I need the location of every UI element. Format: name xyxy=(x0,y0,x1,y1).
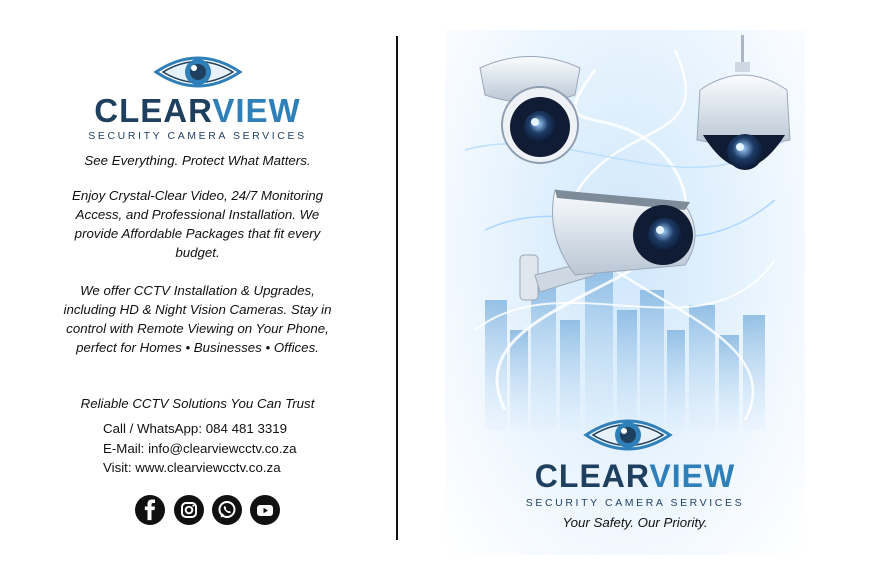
brand-name-view: VIEW xyxy=(649,458,736,494)
social-icons xyxy=(135,495,285,527)
reliable-tagline: Reliable CCTV Solutions You Can Trust xyxy=(80,396,315,411)
dome-camera xyxy=(480,57,580,164)
slogan: See Everything. Protect What Matters. xyxy=(84,153,311,168)
priority-slogan: Your Safety. Our Priority. xyxy=(562,515,708,530)
flyer-right-panel xyxy=(400,0,870,576)
brand-name-view: VIEW xyxy=(212,92,301,129)
brand-name xyxy=(0,92,395,130)
ptz-camera xyxy=(697,35,790,170)
brand-name-right xyxy=(400,458,870,495)
email-line[interactable]: E-Mail: info@clearviewcctv.co.za xyxy=(103,440,297,456)
brand-name-clear: CLEAR xyxy=(534,458,650,494)
brand-subtitle: SECURITY CAMERA SERVICES xyxy=(88,130,307,142)
eye-logo-icon xyxy=(153,52,243,92)
facebook-icon[interactable] xyxy=(135,495,165,525)
youtube-icon[interactable] xyxy=(250,495,280,525)
whatsapp-icon[interactable] xyxy=(212,495,242,525)
phone-line[interactable]: Call / WhatsApp: 084 481 3319 xyxy=(103,421,288,436)
brand-name-clear: CLEAR xyxy=(94,92,213,129)
website-line[interactable]: Visit: www.clearviewcctv.co.za xyxy=(103,460,281,475)
eye-logo-icon xyxy=(583,415,673,455)
flyer-left-panel xyxy=(0,0,395,576)
services-paragraph-2: We offer CCTV Installation & Upgrades, including HD & Night Vision Cameras. Stay in control with Remote Viewing on Your Phone, perfect for Homes • Businesses • Offices. xyxy=(63,283,332,355)
contact-block xyxy=(103,419,363,478)
services-paragraph-1: Enjoy Crystal-Clear Video, 24/7 Monitoring Access, and Professional Installation. We provide Affordable Packages that fit every budget. xyxy=(71,188,324,260)
vertical-divider xyxy=(396,36,398,540)
brand-subtitle-right: SECURITY CAMERA SERVICES xyxy=(525,497,745,509)
instagram-icon[interactable] xyxy=(174,495,204,525)
